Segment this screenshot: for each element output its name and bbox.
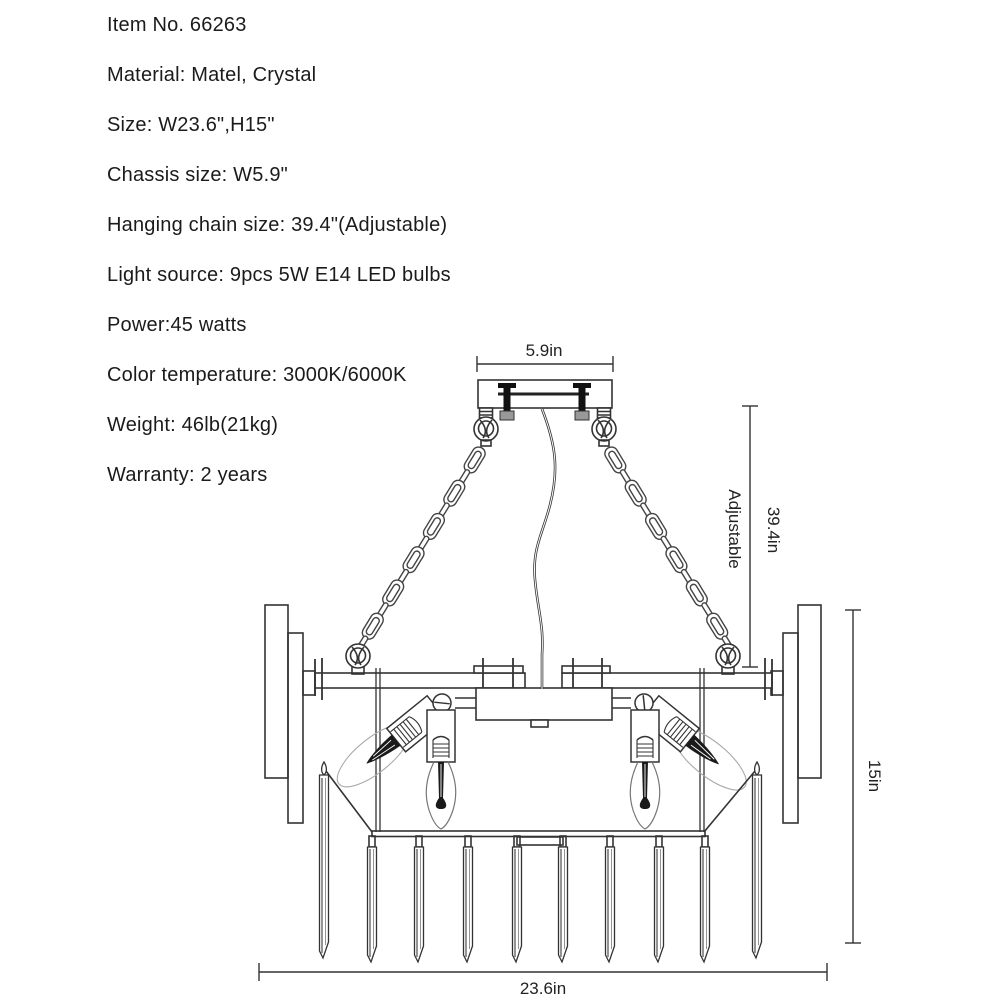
crystal-beads — [369, 836, 708, 847]
spec-color-temp: Color temperature: 3000K/6000K — [107, 363, 407, 386]
ceiling-chassis — [474, 380, 616, 446]
spec-size: Size: W23.6",H15" — [107, 113, 275, 136]
fixture-width-label: 23.6in — [519, 979, 567, 998]
crystal-prism — [655, 847, 664, 962]
right-side-panels — [771, 605, 821, 823]
crystal-prism — [513, 847, 522, 962]
canopy-box — [455, 688, 631, 727]
top-right-swivel — [592, 417, 616, 441]
crystal-prism — [368, 847, 377, 962]
power-cord — [534, 409, 555, 689]
chassis-width-label: 5.9in — [525, 341, 563, 360]
spec-item-no: Item No. 66263 — [107, 13, 247, 36]
crystal-prism — [464, 847, 473, 962]
top-left-swivel — [474, 417, 498, 441]
spec-chain-size: Hanging chain size: 39.4"(Adjustable) — [107, 213, 448, 236]
crystal-prisms — [320, 762, 762, 962]
crystal-prism — [559, 847, 568, 962]
frame-diagonals — [326, 771, 755, 832]
spec-power: Power:45 watts — [107, 313, 247, 336]
left-candle-bulb — [426, 710, 455, 829]
spec-material: Material: Matel, Crystal — [107, 63, 317, 86]
fixture-height-label: 15in — [865, 759, 884, 793]
spec-warranty: Warranty: 2 years — [107, 463, 268, 486]
right-hanging-chain — [602, 445, 736, 653]
crystal-prism — [753, 762, 762, 958]
crystal-prism — [415, 847, 424, 962]
chain-length-label: 39.4in — [764, 506, 783, 554]
left-side-panels — [265, 605, 315, 823]
spec-chassis-size: Chassis size: W5.9" — [107, 163, 288, 186]
crystal-prism — [701, 847, 710, 962]
crystal-prism — [320, 762, 329, 958]
chain-adjustable-label: Adjustable — [725, 489, 744, 569]
spec-light-source: Light source: 9pcs 5W E14 LED bulbs — [107, 263, 451, 286]
left-hanging-chain — [353, 445, 487, 653]
spec-weight: Weight: 46lb(21kg) — [107, 413, 279, 436]
crystal-prism — [606, 847, 615, 962]
dim-fixture-height — [845, 610, 861, 943]
right-candle-bulb — [630, 710, 659, 829]
bottom-frame — [320, 762, 762, 962]
